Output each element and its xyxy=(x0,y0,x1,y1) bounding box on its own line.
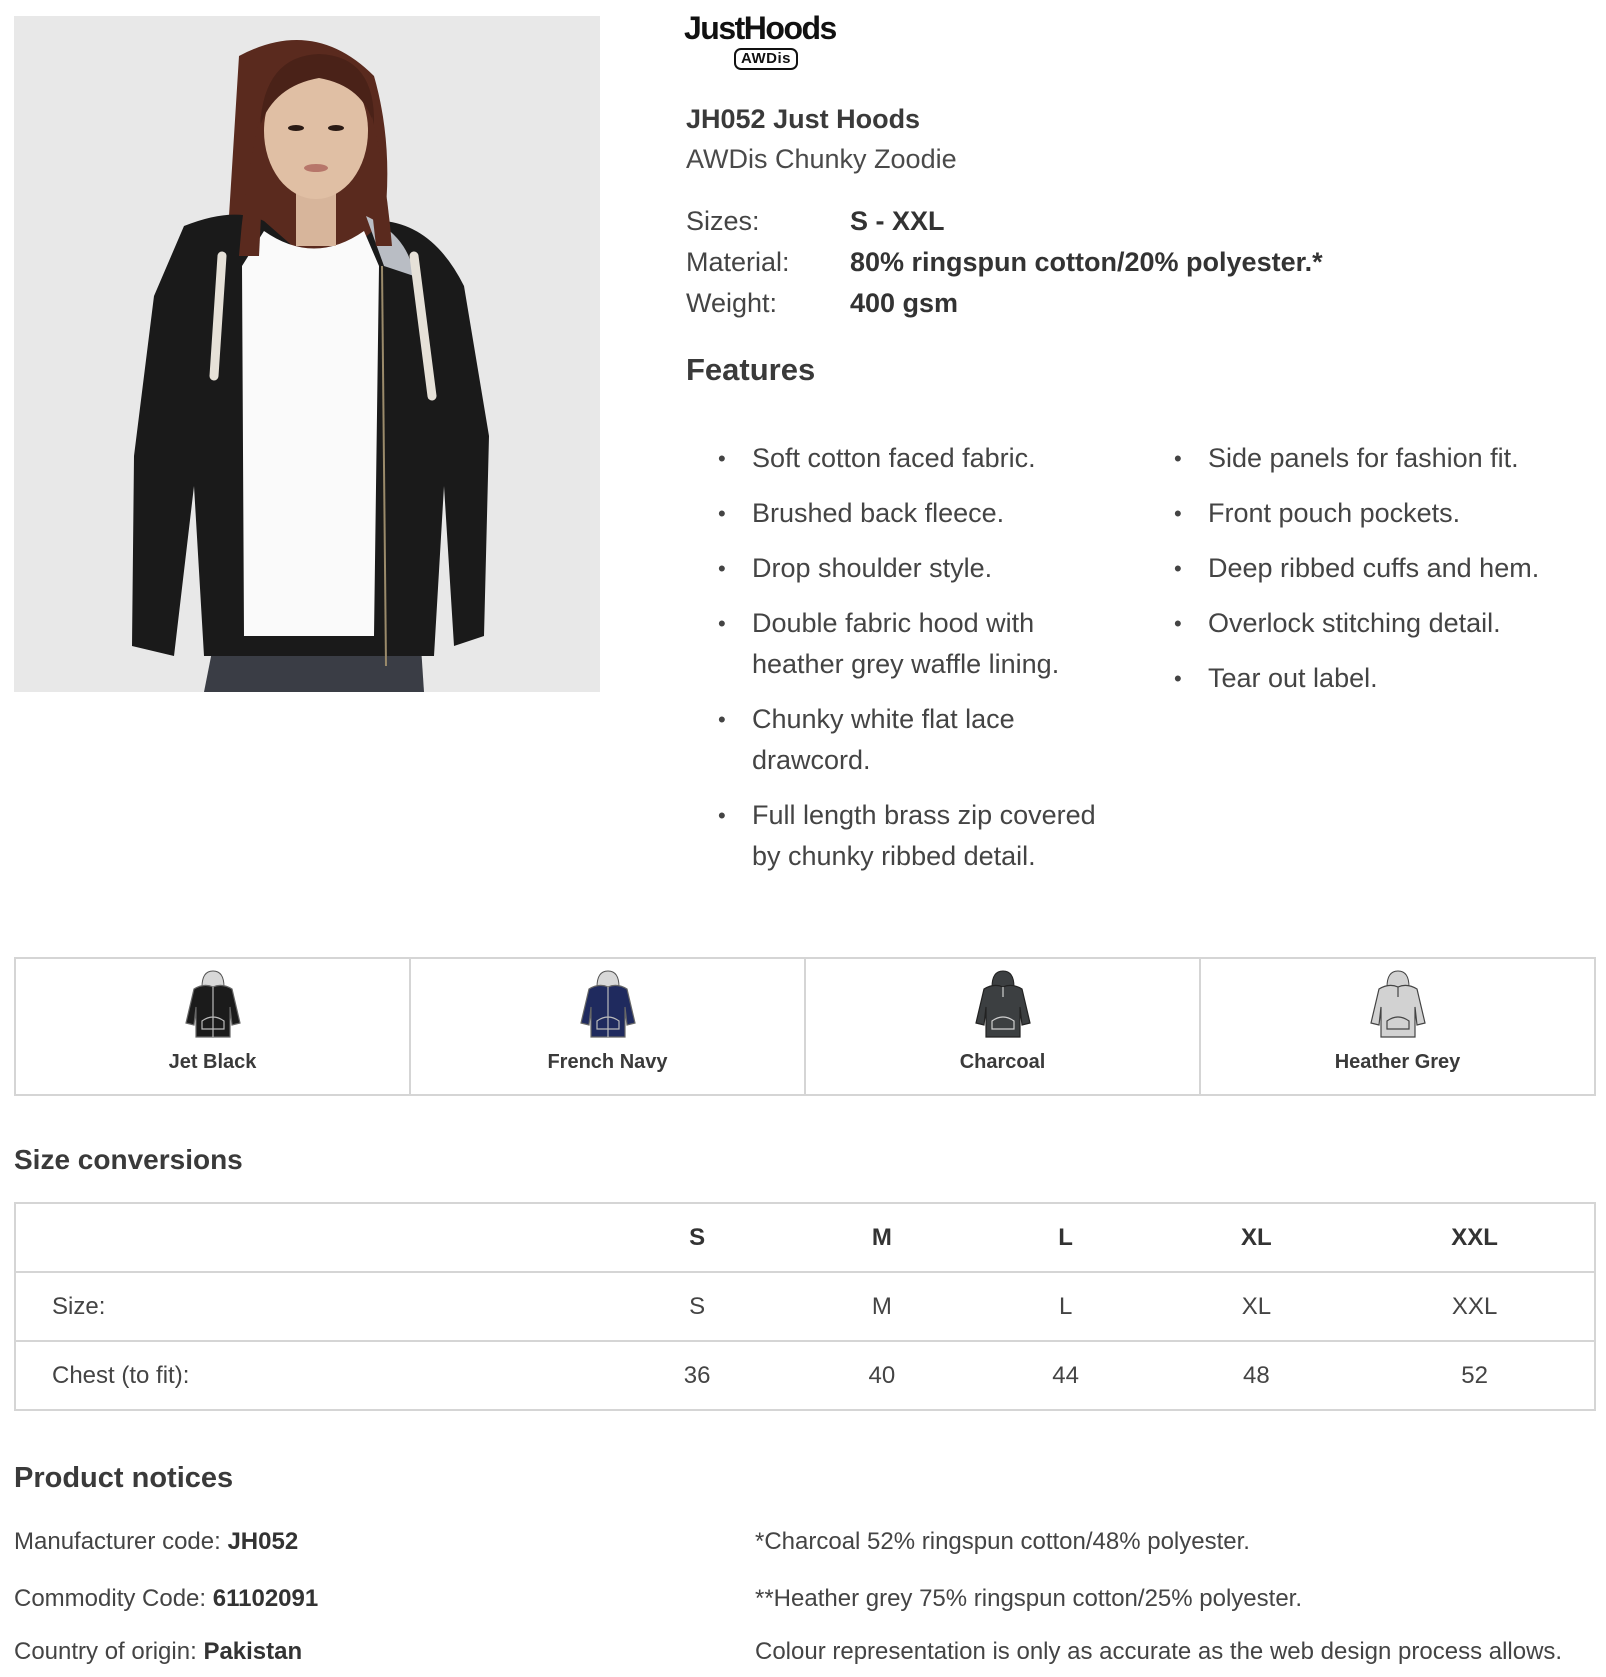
swatch-jet-black[interactable] xyxy=(16,959,411,1094)
table-cell: L xyxy=(974,1272,1158,1341)
spec-value: 80% ringspun cotton/20% polyester.* xyxy=(850,247,1323,277)
features-list-left xyxy=(686,438,1106,891)
product-notices-heading: Product notices xyxy=(14,1462,234,1494)
product-code-title: JH052 Just Hoods xyxy=(686,104,921,134)
table-cell: 44 xyxy=(1052,1361,1079,1389)
table-header-cell: L xyxy=(974,1203,1158,1272)
size-conversion-table xyxy=(14,1202,1596,1411)
feature-item: • Full length brass zip covered by chunky ribbed detail. xyxy=(686,795,1106,877)
table-cell: M xyxy=(790,1272,974,1341)
hoodie-icon xyxy=(1367,967,1429,1041)
feature-item: • Soft cotton faced fabric. xyxy=(686,438,1106,479)
table-header-cell: XL xyxy=(1158,1203,1356,1272)
swatch-label: Charcoal xyxy=(959,1051,1046,1073)
table-cell: 52 xyxy=(1461,1361,1488,1389)
feature-item: • Tear out label. xyxy=(1142,658,1602,699)
spec-label: Weight: xyxy=(686,288,778,318)
feature-item: • Double fabric hood with heather grey waffle lining. xyxy=(686,603,1106,685)
features-heading: Features xyxy=(686,352,816,387)
feature-item: • Drop shoulder style. xyxy=(686,548,1106,589)
table-cell: 36 xyxy=(683,1361,711,1389)
swatch-label: French Navy xyxy=(547,1051,668,1073)
table-row xyxy=(15,1341,1595,1410)
country-of-origin-label: Country of origin: xyxy=(14,1638,197,1665)
size-conversions-heading: Size conversions xyxy=(14,1144,243,1175)
hoodie-icon xyxy=(182,967,244,1041)
country-of-origin xyxy=(14,1638,302,1666)
commodity-code-value: 61102091 xyxy=(212,1585,319,1612)
table-cell: 40 xyxy=(868,1361,896,1389)
swatch-charcoal[interactable] xyxy=(806,959,1201,1094)
product-specs xyxy=(686,206,1323,329)
swatch-heather-grey[interactable] xyxy=(1201,959,1594,1094)
table-header-cell: S xyxy=(604,1203,790,1272)
brand-logo-sub: AWDis xyxy=(734,48,798,70)
table-header-cell: M xyxy=(790,1203,974,1272)
hoodie-icon xyxy=(972,967,1034,1041)
table-cell: 48 xyxy=(1243,1361,1270,1389)
table-cell: S xyxy=(604,1272,790,1341)
table-header-cell: XXL xyxy=(1355,1203,1595,1272)
feature-item: • Side panels for fashion fit. xyxy=(1142,438,1602,479)
spec-label: Sizes: xyxy=(686,206,760,236)
row-label: Chest (to fit): xyxy=(52,1361,190,1389)
feature-item: • Deep ribbed cuffs and hem. xyxy=(1142,548,1602,589)
spec-row-material xyxy=(686,247,1323,288)
manufacturer-code-label: Manufacturer code: xyxy=(14,1528,221,1555)
spec-row-sizes xyxy=(686,206,1323,247)
commodity-code xyxy=(14,1585,318,1613)
features-list-right xyxy=(1142,438,1602,713)
table-cell: XXL xyxy=(1355,1272,1595,1341)
feature-item: • Overlock stitching detail. xyxy=(1142,603,1602,644)
table-header-row xyxy=(15,1203,1595,1272)
manufacturer-code xyxy=(14,1528,298,1556)
feature-item: • Brushed back fleece. xyxy=(686,493,1106,534)
feature-item: • Front pouch pockets. xyxy=(1142,493,1602,534)
table-cell: XL xyxy=(1158,1272,1356,1341)
country-of-origin-value: Pakistan xyxy=(203,1638,303,1665)
swatch-label: Heather Grey xyxy=(1334,1051,1461,1073)
brand-logo xyxy=(684,12,856,74)
spec-value: S - XXL xyxy=(850,206,945,236)
spec-row-weight xyxy=(686,288,1323,329)
swatch-label: Jet Black xyxy=(168,1051,257,1073)
notice-charcoal: *Charcoal 52% ringspun cotton/48% polyester. xyxy=(755,1528,1250,1555)
product-photo xyxy=(14,16,600,692)
commodity-code-label: Commodity Code: xyxy=(14,1585,207,1612)
colour-swatches xyxy=(14,957,1596,1096)
manufacturer-code-value: JH052 xyxy=(227,1528,299,1555)
feature-item: • Chunky white flat lace drawcord. xyxy=(686,699,1106,781)
notice-heather-grey: **Heather grey 75% ringspun cotton/25% polyester. xyxy=(755,1585,1302,1612)
product-name: AWDis Chunky Zoodie xyxy=(686,144,957,174)
spec-value: 400 gsm xyxy=(850,288,959,318)
brand-logo-text: JustHoods xyxy=(684,10,836,46)
hoodie-icon xyxy=(577,967,639,1041)
spec-label: Material: xyxy=(686,247,790,277)
table-header-empty xyxy=(15,1203,604,1272)
table-row xyxy=(15,1272,1595,1341)
notice-colour-accuracy: Colour representation is only as accurate as the web design process allows. xyxy=(755,1638,1563,1665)
row-label: Size: xyxy=(15,1272,604,1341)
swatch-french-navy[interactable] xyxy=(411,959,806,1094)
